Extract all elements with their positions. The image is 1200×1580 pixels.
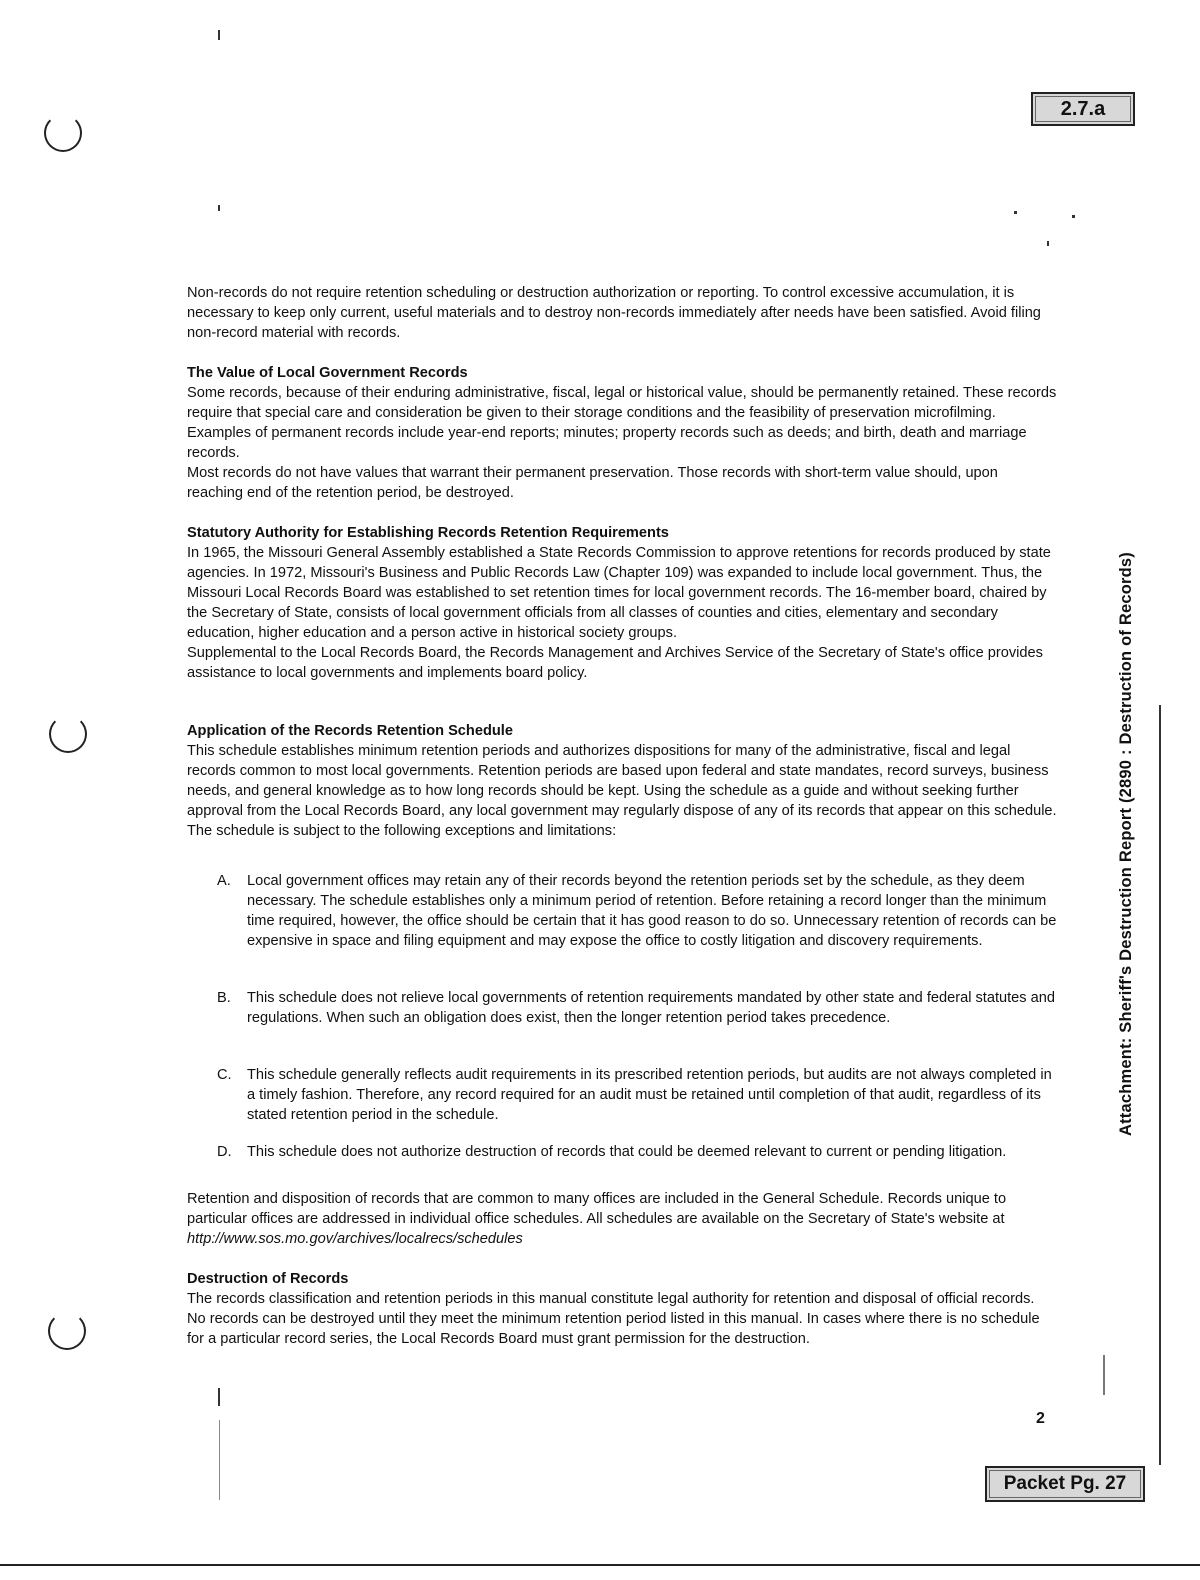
scan-edge-line — [1159, 705, 1161, 1465]
section-heading: The Value of Local Government Records — [187, 365, 468, 381]
packet-page-stamp: Packet Pg. 27 — [985, 1466, 1145, 1502]
scan-speck — [218, 1388, 220, 1406]
application-section — [187, 721, 1057, 841]
list-item-letter: D. — [217, 1144, 232, 1160]
general-schedule-paragraph — [187, 1189, 1057, 1249]
list-item-text: Local government offices may retain any of their records beyond the retention periods set by the schedule, as they deem necessary. The schedule establishes only a minimum period of retention. Before retaining a record longer than the minimum time required, however, the office should be certain that it has good reason to do so. Unnecessary retention of records can be expensive in space and filing equipment and may expose the office to costly litigation and discovery requirements. — [247, 873, 1057, 949]
list-item — [217, 988, 1057, 1028]
value-paragraph-1: Some records, because of their enduring administrative, fiscal, legal or historical value, should be permanently retained. These records require that special care and consideration be given to their storage conditions and the feasibility of preservation microfilming. Examples of permanent records include year-end reports; minutes; property records such as deeds; and birth, death and marriage records. — [187, 385, 1057, 461]
scan-speck — [218, 205, 220, 211]
intro-paragraph: Non-records do not require retention scheduling or destruction authorization or reporting. To control excessive accumulation, it is necessary to keep only current, useful materials and to destroy non-records immediately after needs have been satisfied. Avoid filing non-record material with records. — [187, 285, 1041, 341]
application-paragraph-1: This schedule establishes minimum retention periods and authorizes dispositions for many of the administrative, fiscal and legal records common to most local governments. Retention periods are based upon federal and state mandates, record surveys, business needs, and general knowledge as to how long records should be kept. Using the schedule as a guide and without seeking further approval from the Local Records Board, any local government may regularly dispose of any of its records that appear on this schedule. The schedule is subject to the following exceptions and limitations: — [187, 743, 1057, 839]
list-item-letter: B. — [217, 990, 231, 1006]
authority-section — [187, 523, 1057, 683]
scan-speck — [1103, 1355, 1105, 1395]
list-item-text: This schedule does not authorize destruction of records that could be deemed relevant to current or pending litigation. — [247, 1144, 1007, 1160]
binder-hole-icon — [49, 715, 87, 753]
page-number: 2 — [1036, 1410, 1045, 1427]
destruction-section — [187, 1269, 1057, 1349]
attachment-side-label: Attachment: Sheriff's Destruction Report (2890 : Destruction of Records) — [1117, 552, 1135, 1136]
list-item — [217, 871, 1057, 951]
general-schedule-section — [187, 1189, 1057, 1249]
scan-speck — [218, 30, 220, 40]
destruction-paragraph: The records classification and retention periods in this manual constitute legal authority for retention and disposal of official records. No records can be destroyed until they meet the minimum retention period listed in this manual. In cases where there is no schedule for a particular record series, the Local Records Board must grant permission for the destruction. — [187, 1291, 1040, 1347]
schedules-link[interactable]: http://www.sos.mo.gov/archives/localrecs/schedules — [187, 1231, 523, 1247]
value-paragraph-2: Most records do not have values that warrant their permanent preservation. Those records with short-term value should, upon reaching end of the retention period, be destroyed. — [187, 465, 998, 501]
value-section — [187, 363, 1057, 503]
list-item-text: This schedule generally reflects audit requirements in its prescribed retention periods, but audits are not always completed in a timely fashion. Therefore, any record required for an audit must be retained until completion of that audit, regardless of its stated retention period in the schedule. — [247, 1067, 1052, 1123]
list-item — [217, 1142, 1057, 1162]
scan-speck — [1047, 241, 1049, 246]
section-heading: Application of the Records Retention Schedule — [187, 723, 513, 739]
scan-speck — [1072, 215, 1075, 218]
list-item-text: This schedule does not relieve local governments of retention requirements mandated by other state and federal statutes and regulations. When such an obligation does exist, then the longer retention period takes precedence. — [247, 990, 1056, 1026]
authority-paragraph-2: Supplemental to the Local Records Board, the Records Management and Archives Service of the Secretary of State's office provides assistance to local governments and implements board policy. — [187, 645, 1043, 681]
item-number-stamp: 2.7.a — [1031, 92, 1135, 126]
list-item — [217, 1065, 1057, 1125]
scan-speck — [1014, 211, 1017, 214]
section-heading: Statutory Authority for Establishing Records Retention Requirements — [187, 525, 669, 541]
authority-paragraph-1: In 1965, the Missouri General Assembly established a State Records Commission to approve retentions for records produced by state agencies. In 1972, Missouri's Business and Public Records Law (Chapter 109) was expanded to include local government. Thus, the Missouri Local Records Board was established to set retention times for local government records. The 16-member board, chaired by the Secretary of State, consists of local government officials from all classes of counties and cities, elementary and secondary education, higher education and a person active in historical society groups. — [187, 545, 1051, 641]
intro-section — [187, 283, 1057, 343]
list-item-letter: A. — [217, 873, 231, 889]
binder-hole-icon — [48, 1312, 86, 1350]
scan-speck — [219, 1420, 220, 1500]
scan-edge-line — [0, 1564, 1200, 1566]
list-item-letter: C. — [217, 1067, 232, 1083]
section-heading: Destruction of Records — [187, 1271, 349, 1287]
general-schedule-text: Retention and disposition of records that are common to many offices are included in the General Schedule. Records unique to particular offices are addressed in individual office schedules. All schedules are available on the Secretary of State's website at — [187, 1191, 1007, 1227]
binder-hole-icon — [44, 114, 82, 152]
